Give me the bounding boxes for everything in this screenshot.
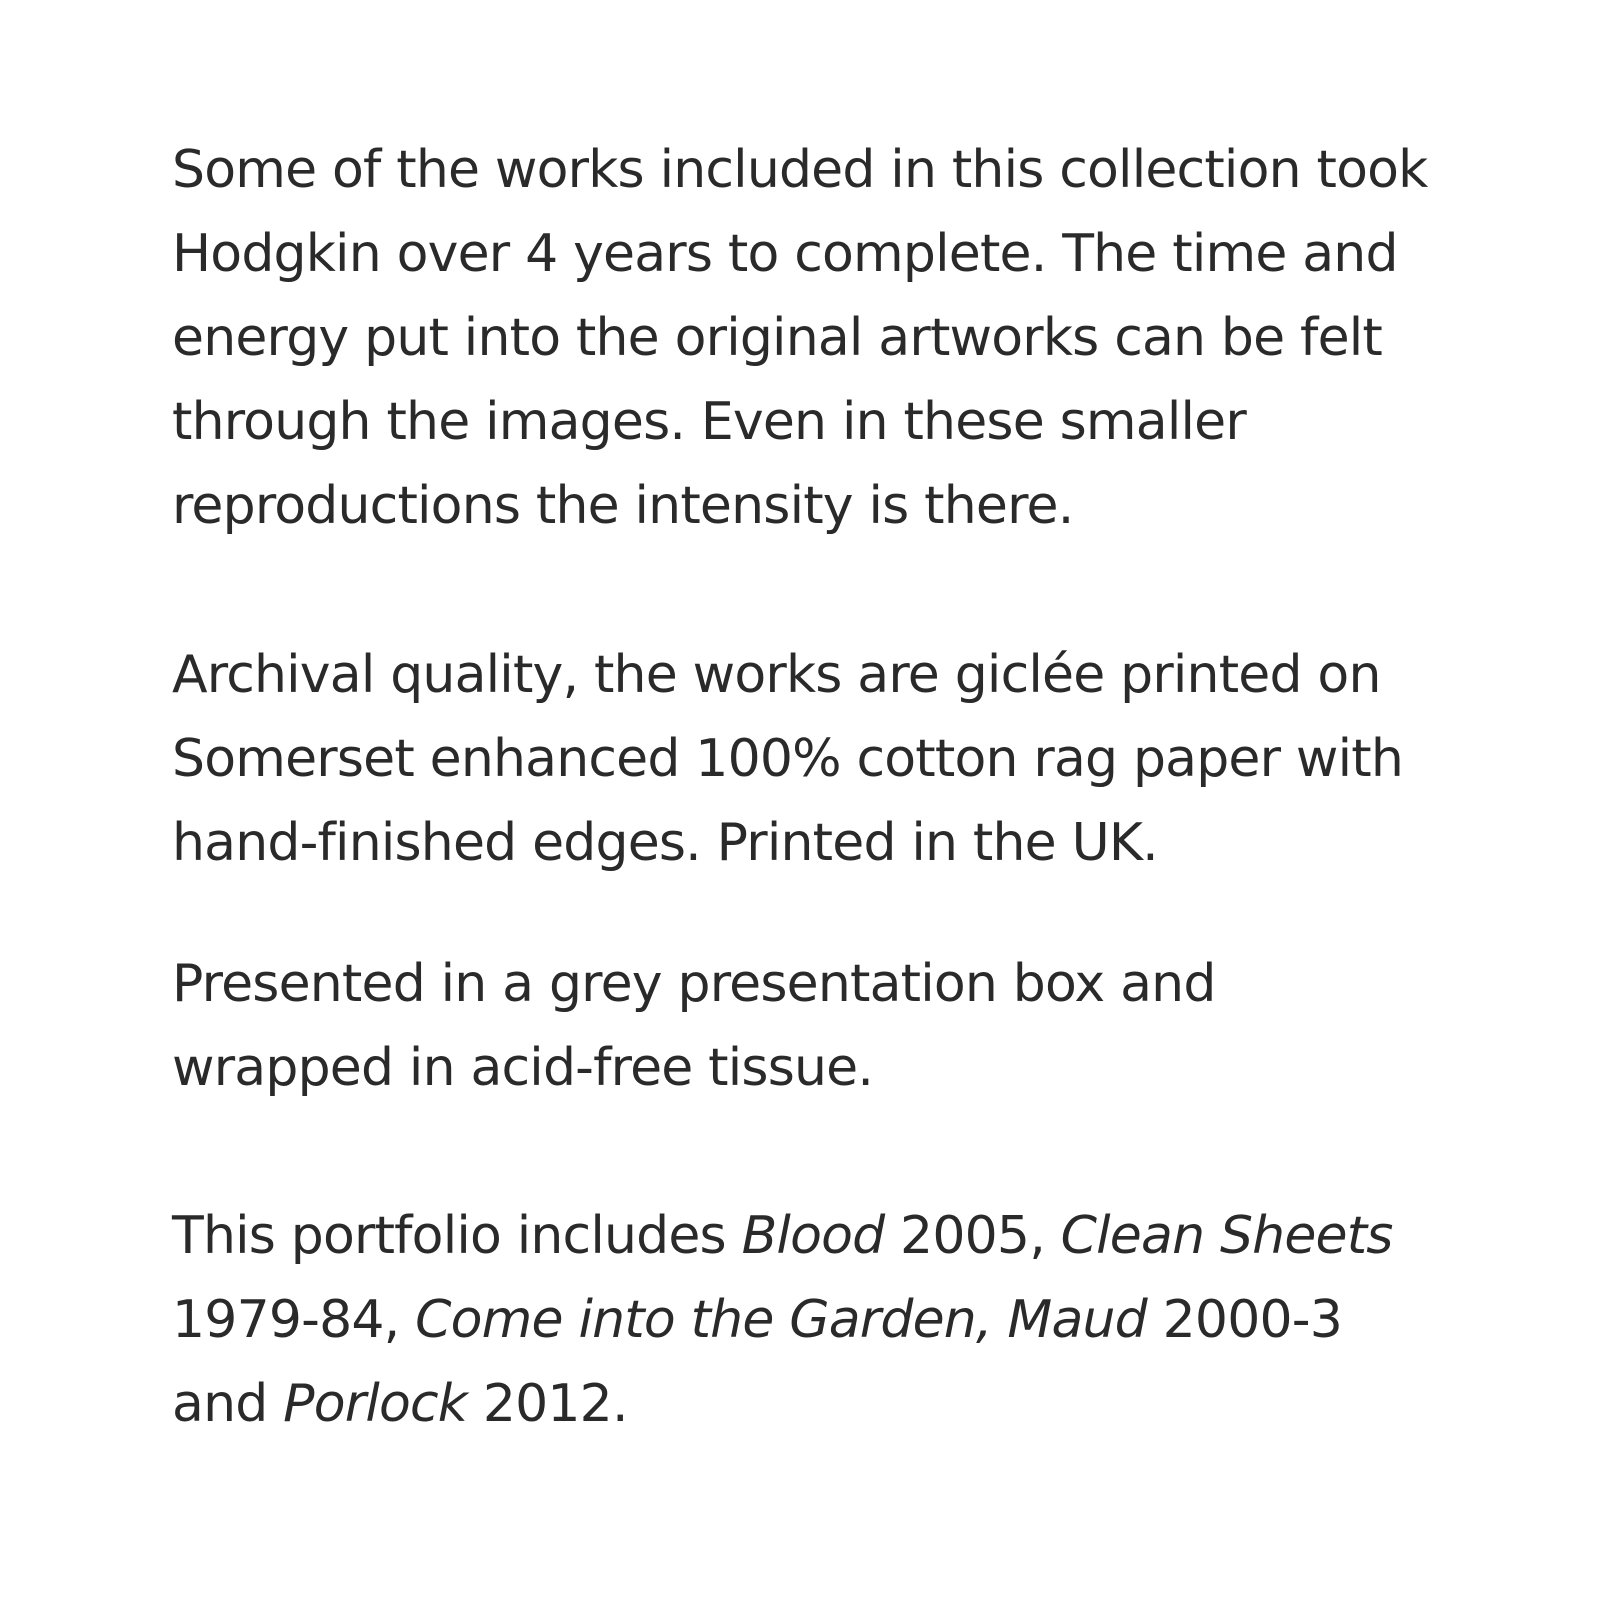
paragraph-2-line-1: Archival quality, the works are giclée printed on xyxy=(172,645,1381,705)
paragraph-1-line-2: Hodgkin over 4 years to complete. The time and xyxy=(172,224,1398,284)
paragraph-1-line-3: energy put into the original artworks can be felt xyxy=(172,308,1382,368)
paragraph-4-line-3 xyxy=(172,1362,628,1446)
paragraph-1-line-1: Some of the works included in this collection took xyxy=(172,140,1428,200)
work-title-blood: Blood xyxy=(741,1206,885,1266)
work-title-clean-sheets: Clean Sheets xyxy=(1060,1206,1393,1266)
paragraph-4-line-1 xyxy=(172,1194,1393,1278)
work-title-porlock: Porlock xyxy=(283,1374,468,1434)
paragraph-2-line-2: Somerset enhanced 100% cotton rag paper with xyxy=(172,729,1404,789)
paragraph-1-line-5: reproductions the intensity is there. xyxy=(172,476,1074,536)
paragraph-4-line-2 xyxy=(172,1278,1342,1362)
portfolio-intro-text: This portfolio includes xyxy=(172,1206,742,1266)
paragraph-3-line-1: Presented in a grey presentation box and xyxy=(172,954,1216,1014)
work-year-clean-sheets: 1979-84, xyxy=(172,1290,416,1350)
work-year-come-into-the-garden: 2000-3 xyxy=(1146,1290,1343,1350)
work-year-porlock: 2012. xyxy=(467,1374,628,1434)
work-title-come-into-the-garden: Come into the Garden, Maud xyxy=(415,1290,1147,1350)
paragraph-2-line-3: hand-finished edges. Printed in the UK. xyxy=(172,813,1158,873)
work-year-blood: 2005, xyxy=(884,1206,1061,1266)
conjunction-text: and xyxy=(172,1374,284,1434)
paragraph-3-line-2: wrapped in acid-free tissue. xyxy=(172,1038,874,1098)
paragraph-1-line-4: through the images. Even in these smaller xyxy=(172,392,1246,452)
